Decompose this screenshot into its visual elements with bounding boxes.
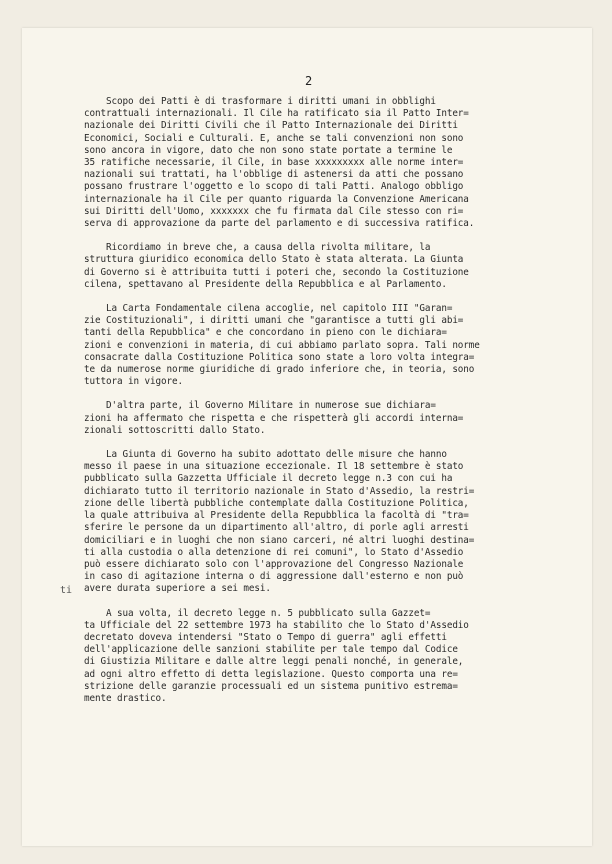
text-line: nazionali sui trattati, ha l'obblige di astenersi da atti che possano xyxy=(84,169,464,181)
text-line: D'altra parte, il Governo Militare in numerose sue dichiara= xyxy=(84,400,436,412)
text-line: internazionale ha il Cile per quanto riguarda la Convenzione Americana xyxy=(84,193,469,205)
text-line: decretato doveva intendersi "Stato o Tempo di guerra" agli effetti xyxy=(84,631,447,643)
text-line: struttura giuridico economica dello Stato è stata alterata. La Giunta xyxy=(84,254,464,266)
text-line: zionali sottoscritti dallo Stato. xyxy=(84,424,266,436)
text-line: Ricordiamo in breve che, a causa della rivolta militare, la xyxy=(84,242,431,254)
text-line: contrattuali internazionali. Il Cile ha ratificato sia il Patto Inter= xyxy=(84,108,469,120)
text-line: zione delle libertà pubbliche contemplate dalla Costituzione Politica, xyxy=(84,497,469,509)
text-line: pubblicato sulla Gazzetta Ufficiale il decreto legge n.3 con cui ha xyxy=(84,473,453,485)
paragraph-gap xyxy=(84,596,554,608)
paragraph-gap xyxy=(84,437,554,449)
text-line: tanti della Repubblica" e che concordano in pieno con le dichiara= xyxy=(84,327,447,339)
text-line: Economici, Sociali e Culturali. E, anche se tali convenzioni non sono xyxy=(84,132,464,144)
text-line: te da numerose norme giuridiche di grado inferiore che, in teoria, sono xyxy=(84,364,475,376)
text-line: zioni ha affermato che rispetta e che rispetterà gli accordi interna= xyxy=(84,412,464,424)
text-line: tuttora in vigore. xyxy=(84,376,183,388)
text-line: ti alla custodia o alla detenzione di rei comuni", lo Stato d'Assedio xyxy=(84,546,464,558)
text-line: mente drastico. xyxy=(84,692,167,704)
text-line: 35 ratifiche necessarie, il Cile, in base xxxxxxxxx alle norme inter= xyxy=(84,157,464,169)
text-line: ad ogni altro effetto di detta legislazione. Questo comporta una re= xyxy=(84,668,458,680)
paragraph-gap xyxy=(84,291,554,303)
text-line: serva di approvazione da parte del parlamento e di successiva ratifica. xyxy=(84,218,475,230)
text-line: può essere dichiarato solo con l'approvazione del Congresso Nazionale xyxy=(84,558,464,570)
text-line: messo il paese in una situazione eccezionale. Il 18 settembre è stato xyxy=(84,461,464,473)
text-line: cilena, spettavano al Presidente della Repubblica e al Parlamento. xyxy=(84,278,447,290)
text-line: strizione delle garanzie processuali ed un sistema punitivo estrema= xyxy=(84,680,458,692)
text-line: A sua volta, il decreto legge n. 5 pubblicato sulla Gazzet= xyxy=(84,607,431,619)
text-line: sferire le persone da un dipartimento all'altro, di porle agli arresti xyxy=(84,522,469,534)
text-line: possano frustrare l'oggetto e lo scopo di tali Patti. Analogo obbligo xyxy=(84,181,464,193)
text-line: avere durata superiore a sei mesi. xyxy=(84,583,271,595)
text-line: ta Ufficiale del 22 settembre 1973 ha stabilito che lo Stato d'Assedio xyxy=(84,619,469,631)
body-text xyxy=(84,96,554,705)
text-line: dell'applicazione delle sanzioni stabilite per tale tempo dal Codice xyxy=(84,644,458,656)
text-line: nazionale dei Diritti Civili che il Patto Internazionale dei Diritti xyxy=(84,120,458,132)
paragraph-gap xyxy=(84,388,554,400)
text-line: zioni e convenzioni in materia, di cui abbiamo parlato sopra. Tali norme xyxy=(84,339,480,351)
text-line: La Giunta di Governo ha subito adottato delle misure che hanno xyxy=(84,449,447,461)
text-line: in caso di agitazione interna o di aggressione dall'esterno e non può xyxy=(84,571,464,583)
text-line: domiciliari e in luoghi che non siano carceri, né altri luoghi destina= xyxy=(84,534,475,546)
text-line: dichiarato tutto il territorio nazionale in Stato d'Assedio, la restri= xyxy=(84,485,475,497)
text-line: Scopo dei Patti è di trasformare i diritti umani in obblighi xyxy=(84,96,436,107)
text-line: di Giustizia Militare e dalle altre leggi penali nonché, in generale, xyxy=(84,656,464,668)
text-line: sui Diritti dell'Uomo, xxxxxxx che fu firmata dal Cile stesso con ri= xyxy=(84,205,464,217)
paragraph-gap xyxy=(84,230,554,242)
margin-annotation: ti xyxy=(60,585,73,596)
text-line: la quale attribuiva al Presidente della Repubblica la facoltà di "tra= xyxy=(84,510,469,522)
text-line: zie Costituzionali", i diritti umani che "garantisce a tutti gli abi= xyxy=(84,315,464,327)
text-line: sono ancora in vigore, dato che non sono state portate a termine le xyxy=(84,144,453,156)
text-line: La Carta Fondamentale cilena accoglie, nel capitolo III "Garan= xyxy=(84,303,453,315)
text-line: consacrate dalla Costituzione Politica sono state a loro volta integra= xyxy=(84,351,475,363)
page-number: 2 xyxy=(305,74,313,88)
text-line: di Governo si è attribuita tutti i poteri che, secondo la Costituzione xyxy=(84,266,469,278)
